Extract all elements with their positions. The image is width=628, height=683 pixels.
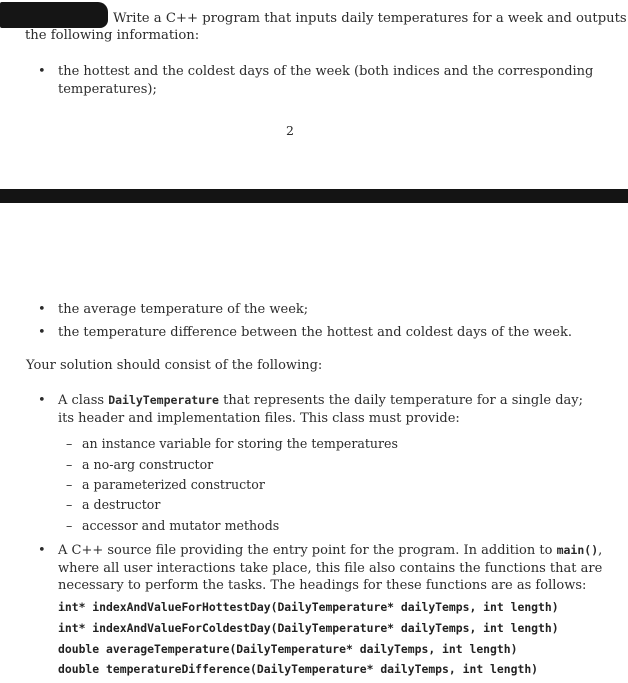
page-number: 2	[286, 123, 294, 138]
requirement-item: – an instance variable for storing the temperatures	[66, 436, 398, 451]
intro-line-2: the following information:	[25, 28, 200, 43]
bullet-line: necessary to perform the tasks. The headings for these functions are as follows:	[58, 578, 587, 593]
source-prefix: A C++ source file providing the entry point for the program. In addition to	[58, 543, 557, 558]
bullet-line: the hottest and the coldest days of the week (both indices and the corresponding	[58, 64, 594, 79]
code-line-hottest: int* indexAndValueForHottestDay(DailyTemperature* dailyTemps, int length)	[58, 600, 559, 614]
main-code: main()	[556, 543, 599, 557]
bullet-line: temperatures);	[58, 81, 157, 97]
bullet-hottest-coldest	[58, 63, 598, 98]
solution-heading: Your solution should consist of the following:	[26, 358, 323, 373]
requirement-item: – a parameterized constructor	[66, 477, 265, 492]
bullet-dot: •	[38, 543, 46, 558]
requirement-text: a destructor	[82, 497, 161, 512]
requirement-item: – a no-arg constructor	[66, 457, 214, 472]
requirement-text: a parameterized constructor	[82, 477, 265, 492]
source-suffix: ,	[598, 543, 603, 558]
redaction-block	[0, 2, 108, 28]
class-prefix: A class	[58, 393, 109, 408]
bullet-dot: •	[38, 64, 46, 79]
bullet-average	[58, 301, 598, 319]
requirement-item: – accessor and mutator methods	[66, 518, 280, 533]
bullet-class	[58, 392, 598, 427]
bullet-line: the average temperature of the week;	[58, 302, 309, 317]
requirement-item: – a destructor	[66, 497, 161, 512]
requirement-text: accessor and mutator methods	[82, 518, 280, 533]
bullet-dot: •	[38, 393, 46, 408]
bullet-line	[58, 392, 598, 410]
bullet-line: the temperature difference between the hottest and coldest days of the week.	[58, 325, 572, 340]
bullet-line: where all user interactions take place, this file also contains the functions that are	[58, 560, 603, 576]
requirement-text: an instance variable for storing the temperatures	[82, 436, 398, 451]
bullet-difference	[58, 324, 598, 342]
bullet-dot: •	[38, 325, 46, 340]
code-line-difference: double temperatureDifference(DailyTemperature* dailyTemps, int length)	[58, 662, 539, 676]
code-line-average: double averageTemperature(DailyTemperature* dailyTemps, int length)	[58, 642, 518, 656]
class-name-code: DailyTemperature	[108, 393, 219, 407]
class-rest: that represents the daily temperature for a single day;	[218, 393, 584, 408]
code-line-coldest: int* indexAndValueForColdestDay(DailyTemperature* dailyTemps, int length)	[58, 621, 559, 635]
bullet-line	[58, 542, 603, 560]
bullet-line: its header and implementation files. This class must provide:	[58, 410, 460, 426]
bullet-dot: •	[38, 302, 46, 317]
requirement-text: a no-arg constructor	[82, 457, 214, 472]
page-break-band	[0, 189, 628, 203]
intro-line-1: Write a C++ program that inputs daily temperatures for a week and outputs	[113, 11, 627, 26]
bullet-source-file	[58, 542, 603, 595]
